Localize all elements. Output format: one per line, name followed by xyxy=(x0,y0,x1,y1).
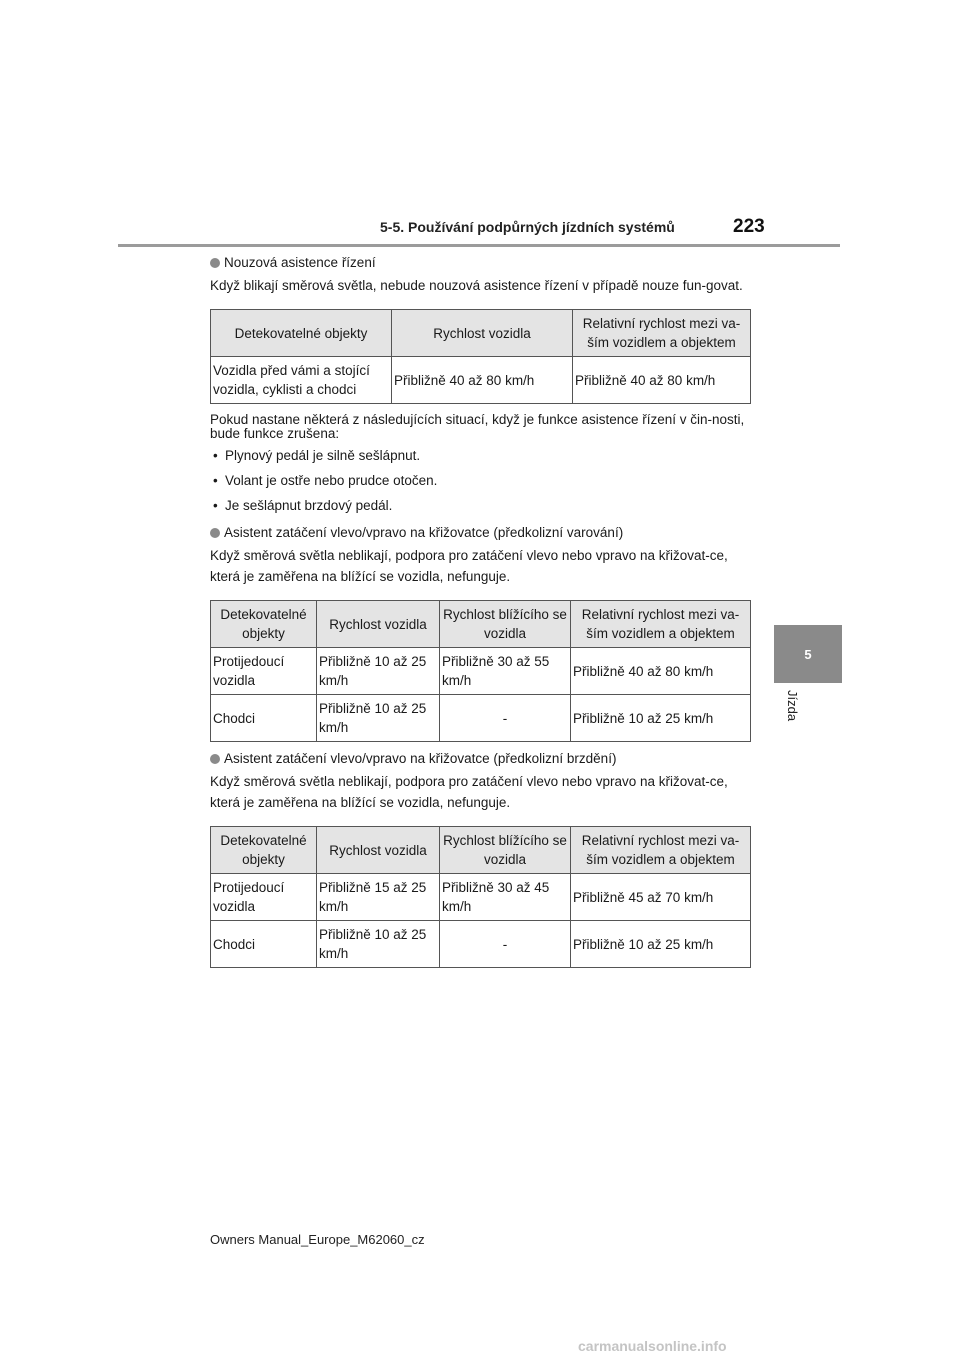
footer-manual-id: Owners Manual_Europe_M62060_cz xyxy=(210,1232,425,1247)
table-cell: Přibližně 10 až 25 km/h xyxy=(317,695,440,742)
list-item-text: Je sešlápnut brzdový pedál. xyxy=(225,498,393,513)
table-header-cell: Detekovatelné objekty xyxy=(211,827,317,874)
bullet-dot-icon xyxy=(210,754,220,764)
detection-table-3 xyxy=(210,826,751,968)
section-heading-text: Asistent zatáčení vlevo/vpravo na křižovatce (předkolizní varování) xyxy=(224,525,624,540)
section-heading xyxy=(210,523,752,543)
table-row xyxy=(211,648,751,695)
table-cell: Protijedoucí vozidla xyxy=(211,648,317,695)
table-cell: - xyxy=(440,695,571,742)
watermark-text: carmanualsonline.info xyxy=(578,1338,727,1354)
table-cell: Přibližně 40 až 80 km/h xyxy=(571,648,751,695)
table-cell: Přibližně 10 až 25 km/h xyxy=(317,648,440,695)
table-row xyxy=(211,357,751,404)
section-intro: Když blikají směrová světla, nebude nouzová asistence řízení v případě nouze fun-govat. xyxy=(210,278,743,293)
list-bullet-icon: • xyxy=(213,473,218,488)
header-divider xyxy=(118,244,840,247)
list-item xyxy=(210,446,752,466)
table-header-cell: Relativní rychlost mezi va-ším vozidlem a objektem xyxy=(571,601,751,648)
table-header-cell: Rychlost blížícího se vozidla xyxy=(440,601,571,648)
table-header-row xyxy=(211,310,751,357)
table-header-row xyxy=(211,601,751,648)
table-cell: Protijedoucí vozidla xyxy=(211,874,317,921)
table-header-row xyxy=(211,827,751,874)
section-heading xyxy=(210,253,752,273)
list-item xyxy=(210,496,752,516)
table-cell: Přibližně 40 až 80 km/h xyxy=(392,357,573,404)
cancel-conditions-text: Pokud nastane některá z následujících situací, když je funkce asistence řízení v čin-nosti, bude funkce zrušena: xyxy=(210,412,745,441)
page-header-title: 5-5. Používání podpůrných jízdních systémů xyxy=(380,219,675,235)
table-row xyxy=(211,874,751,921)
table-header-cell: Rychlost vozidla xyxy=(317,827,440,874)
table-row xyxy=(211,921,751,968)
list-item xyxy=(210,471,752,491)
page-number: 223 xyxy=(733,216,765,237)
table-row xyxy=(211,695,751,742)
chapter-tab: 5 xyxy=(774,625,842,683)
table-cell: - xyxy=(440,921,571,968)
section-heading-text: Asistent zatáčení vlevo/vpravo na křižovatce (předkolizní brzdění) xyxy=(224,751,617,766)
table-header-cell: Rychlost vozidla xyxy=(317,601,440,648)
table-header-cell: Detekovatelné objekty xyxy=(211,601,317,648)
section-heading-text: Nouzová asistence řízení xyxy=(224,255,376,270)
bullet-dot-icon xyxy=(210,258,220,268)
table-cell: Přibližně 40 až 80 km/h xyxy=(573,357,751,404)
table-cell: Přibližně 10 až 25 km/h xyxy=(571,921,751,968)
section-intro: Když směrová světla neblikají, podpora pro zatáčení vlevo nebo vpravo na křižovat-ce, která je zaměřena na blížící se vozidla, nefunguje. xyxy=(210,548,728,584)
table-header-cell: Detekovatelné objekty xyxy=(211,310,392,357)
table-header-cell: Relativní rychlost mezi va-ším vozidlem a objektem xyxy=(573,310,751,357)
table-header-cell: Relativní rychlost mezi va-ším vozidlem a objektem xyxy=(571,827,751,874)
section-heading xyxy=(210,749,752,769)
table-cell: Chodci xyxy=(211,695,317,742)
table-cell: Přibližně 30 až 55 km/h xyxy=(440,648,571,695)
table-cell: Chodci xyxy=(211,921,317,968)
list-item-text: Plynový pedál je silně sešlápnut. xyxy=(225,448,421,463)
list-bullet-icon: • xyxy=(213,448,218,463)
table-header-cell: Rychlost vozidla xyxy=(392,310,573,357)
table-cell: Přibližně 45 až 70 km/h xyxy=(571,874,751,921)
list-bullet-icon: • xyxy=(213,498,218,513)
table-header-cell: Rychlost blížícího se vozidla xyxy=(440,827,571,874)
detection-table-2 xyxy=(210,600,751,742)
table-cell: Přibližně 10 až 25 km/h xyxy=(317,921,440,968)
page-content xyxy=(210,253,752,968)
list-item-text: Volant je ostře nebo prudce otočen. xyxy=(225,473,438,488)
table-cell: Vozidla před vámi a stojící vozidla, cyklisti a chodci xyxy=(211,357,392,404)
table-cell: Přibližně 30 až 45 km/h xyxy=(440,874,571,921)
table-cell: Přibližně 15 až 25 km/h xyxy=(317,874,440,921)
detection-table-1 xyxy=(210,309,751,404)
chapter-label: Jízda xyxy=(785,690,800,722)
table-cell: Přibližně 10 až 25 km/h xyxy=(571,695,751,742)
section-intro: Když směrová světla neblikají, podpora pro zatáčení vlevo nebo vpravo na křižovat-ce, která je zaměřena na blížící se vozidla, nefunguje. xyxy=(210,774,728,810)
bullet-dot-icon xyxy=(210,528,220,538)
